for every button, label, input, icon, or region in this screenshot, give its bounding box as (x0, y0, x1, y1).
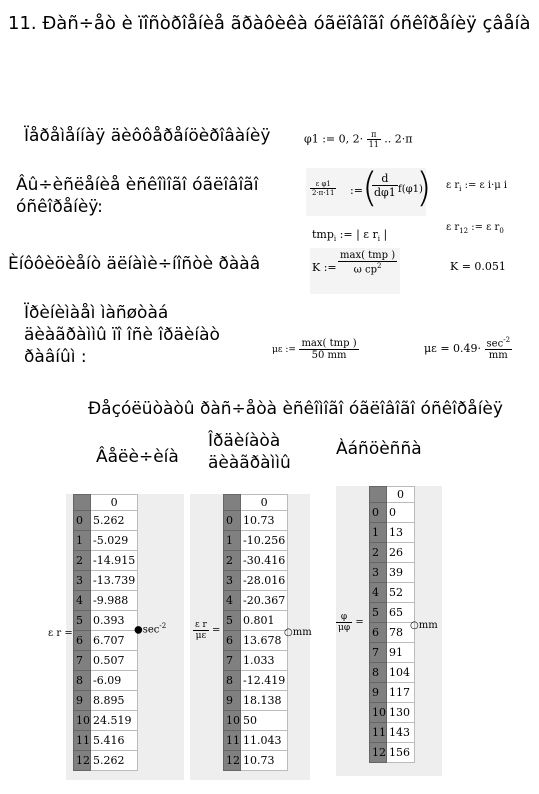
row-index: 0 (370, 503, 387, 523)
accel-formula: $\frac{\text{ε φ1}}{2\cdot\pi\cdot 11}$ := ( $\frac{d}{d\varphi 1}$ f(φ1) ) (306, 168, 426, 216)
cell-value: 0.393 (91, 611, 138, 631)
cell-value: 143 (387, 723, 415, 743)
results-heading: Ðåçóëüòàòû ðàñ÷åòà èñêîìîãî óãëîâîãî óñêîðåíèÿ (88, 399, 503, 419)
cell-value: 0.801 (241, 611, 288, 631)
table-row (224, 631, 288, 651)
table-row (74, 511, 138, 531)
cell-value: 24.519 (91, 711, 138, 731)
cell-value: 26 (387, 543, 415, 563)
row-index: 5 (370, 603, 387, 623)
er-formula: ε $r_i$ := ε i·μ i (446, 180, 508, 193)
cell-value: 10.73 (241, 511, 288, 531)
table-column-header: 0 (91, 495, 138, 511)
cell-value: 18.138 (241, 691, 288, 711)
table-corner (224, 495, 241, 511)
angle-label: Ïåðåìåííàÿ äèôôåðåíöèðîâàíèÿ (24, 126, 271, 146)
cell-value: 5.262 (91, 751, 138, 771)
table-row (74, 631, 138, 651)
col2-unit: ○mm (284, 627, 312, 638)
table-row (370, 743, 415, 763)
cell-value: 39 (387, 563, 415, 583)
cell-value: -12.419 (241, 671, 288, 691)
table-row (74, 591, 138, 611)
cell-value: 50 (241, 711, 288, 731)
table-row (74, 751, 138, 771)
table-ordinate (223, 494, 288, 771)
cell-value: 0 (387, 503, 415, 523)
cell-value: 11.043 (241, 731, 288, 751)
row-index: 11 (224, 731, 241, 751)
table-row (370, 663, 415, 683)
row-index: 10 (224, 711, 241, 731)
row-index: 9 (74, 691, 91, 711)
section-title: 11. Ðàñ÷åò è ïîñòðîåíèå ãðàôèêà óãëîâîãî óñêîðåíèÿ çâåíà (8, 13, 531, 34)
row-index: 11 (74, 731, 91, 751)
cell-value: -20.367 (241, 591, 288, 611)
row-index: 0 (224, 511, 241, 531)
cell-value: 130 (387, 703, 415, 723)
table-row (370, 563, 415, 583)
cell-value: -30.416 (241, 551, 288, 571)
cell-value: 52 (387, 583, 415, 603)
row-index: 8 (224, 671, 241, 691)
row-index: 12 (370, 743, 387, 763)
table-accel (73, 494, 138, 771)
row-index: 6 (370, 623, 387, 643)
row-index: 2 (74, 551, 91, 571)
row-index: 10 (370, 703, 387, 723)
row-index: 5 (74, 611, 91, 631)
table-abscissa (369, 486, 415, 763)
table-row (74, 531, 138, 551)
cell-value: -28.016 (241, 571, 288, 591)
scale-formula: με := $\frac{\text{max( tmp )}}{50 mm}$ (272, 338, 357, 361)
row-index: 1 (224, 531, 241, 551)
row-index: 3 (224, 571, 241, 591)
col2-label: $\frac{\text{ε r}}{\mu\varepsilon}$ = (195, 620, 221, 641)
table-row (370, 703, 415, 723)
cell-value: 0.507 (91, 651, 138, 671)
table-row (74, 551, 138, 571)
cell-value: 117 (387, 683, 415, 703)
cell-value: -14.915 (91, 551, 138, 571)
cell-value: 13 (387, 523, 415, 543)
row-index: 9 (370, 683, 387, 703)
col2-heading: Îðäèíàòà äèàãðàììû (208, 431, 291, 473)
angle-formula: φ1 := 0, 2· $\frac{\pi}{11}$ .. 2·π (304, 130, 413, 149)
table-row (370, 543, 415, 563)
er12-formula: ε $r_{12}$ := ε $r_0$ (446, 222, 504, 235)
row-index: 4 (370, 583, 387, 603)
cell-value: 6.707 (91, 631, 138, 651)
table-row (370, 583, 415, 603)
table-row (370, 683, 415, 703)
cell-value: 5.262 (91, 511, 138, 531)
cell-value: 10.73 (241, 751, 288, 771)
table-row (74, 651, 138, 671)
scale-result: με = 0.49· $\frac{\sec^{-2}}{mm}$ (424, 336, 511, 362)
table-row (74, 711, 138, 731)
table-row (224, 531, 288, 551)
row-index: 6 (74, 631, 91, 651)
table-row (224, 731, 288, 751)
table-row (74, 671, 138, 691)
coeff-label: Èíôôèöèåíò äëíàìè÷íîñòè ðààâ (8, 254, 261, 274)
col1-label: ε r = (48, 628, 73, 639)
table-row (74, 611, 138, 631)
row-index: 5 (224, 611, 241, 631)
scale-label: Ïðèíèìàåì ìàñøòàá äèàãðàììû ïî îñè îðäèíàò ðàâíûì : (24, 303, 220, 367)
cell-value: 91 (387, 643, 415, 663)
row-index: 8 (370, 663, 387, 683)
table-row (224, 511, 288, 531)
cell-value: -5.029 (91, 531, 138, 551)
table-row (74, 571, 138, 591)
coeff-formula: K := max( tmp ) ω $cp^2$ (310, 248, 400, 294)
cell-value: -13.739 (91, 571, 138, 591)
table-row (74, 691, 138, 711)
coeff-result: K = 0.051 (450, 260, 506, 273)
cell-value: 13.678 (241, 631, 288, 651)
table-row (370, 603, 415, 623)
row-index: 2 (224, 551, 241, 571)
row-index: 6 (224, 631, 241, 651)
table-row (224, 551, 288, 571)
cell-value: 8.895 (91, 691, 138, 711)
cell-value: 1.033 (241, 651, 288, 671)
table-row (224, 711, 288, 731)
row-index: 1 (74, 531, 91, 551)
table-corner (74, 495, 91, 511)
table-row (370, 623, 415, 643)
table-corner (370, 487, 387, 503)
table-row (370, 643, 415, 663)
accel-label: Âû÷èñëåíèå èñêîìîãî óãëîâîãî óñêîðåíèÿ: (16, 175, 259, 217)
row-index: 7 (370, 643, 387, 663)
row-index: 4 (74, 591, 91, 611)
table-row (370, 723, 415, 743)
table-row (224, 751, 288, 771)
cell-value: 104 (387, 663, 415, 683)
cell-value: 78 (387, 623, 415, 643)
table-row (224, 611, 288, 631)
row-index: 0 (74, 511, 91, 531)
row-index: 7 (224, 651, 241, 671)
row-index: 1 (370, 523, 387, 543)
row-index: 7 (74, 651, 91, 671)
row-index: 3 (74, 571, 91, 591)
table-row (370, 523, 415, 543)
table-row (224, 691, 288, 711)
cell-value: -10.256 (241, 531, 288, 551)
col3-heading: Àáñöèññà (336, 439, 422, 459)
row-index: 2 (370, 543, 387, 563)
table-column-header: 0 (241, 495, 288, 511)
table-row (224, 651, 288, 671)
table-row (224, 671, 288, 691)
col3-unit: ○mm (410, 620, 438, 631)
row-index: 12 (74, 751, 91, 771)
cell-value: 65 (387, 603, 415, 623)
row-index: 3 (370, 563, 387, 583)
table-row (224, 571, 288, 591)
row-index: 8 (74, 671, 91, 691)
row-index: 9 (224, 691, 241, 711)
table-column-header: 0 (387, 487, 415, 503)
cell-value: -9.988 (91, 591, 138, 611)
row-index: 10 (74, 711, 91, 731)
table-row (370, 503, 415, 523)
col1-unit: $●\sec^{-2}$ (134, 622, 167, 636)
table-row (224, 591, 288, 611)
cell-value: -6.09 (91, 671, 138, 691)
row-index: 4 (224, 591, 241, 611)
col3-label: $\frac{\varphi}{\mu\varphi}$ = (338, 612, 364, 633)
col1-heading: Âåëè÷èíà (96, 447, 179, 467)
tmp-formula: tmp$_i$ := | ε $r_i$ | (312, 228, 388, 244)
row-index: 11 (370, 723, 387, 743)
row-index: 12 (224, 751, 241, 771)
cell-value: 156 (387, 743, 415, 763)
table-row (74, 731, 138, 751)
cell-value: 5.416 (91, 731, 138, 751)
